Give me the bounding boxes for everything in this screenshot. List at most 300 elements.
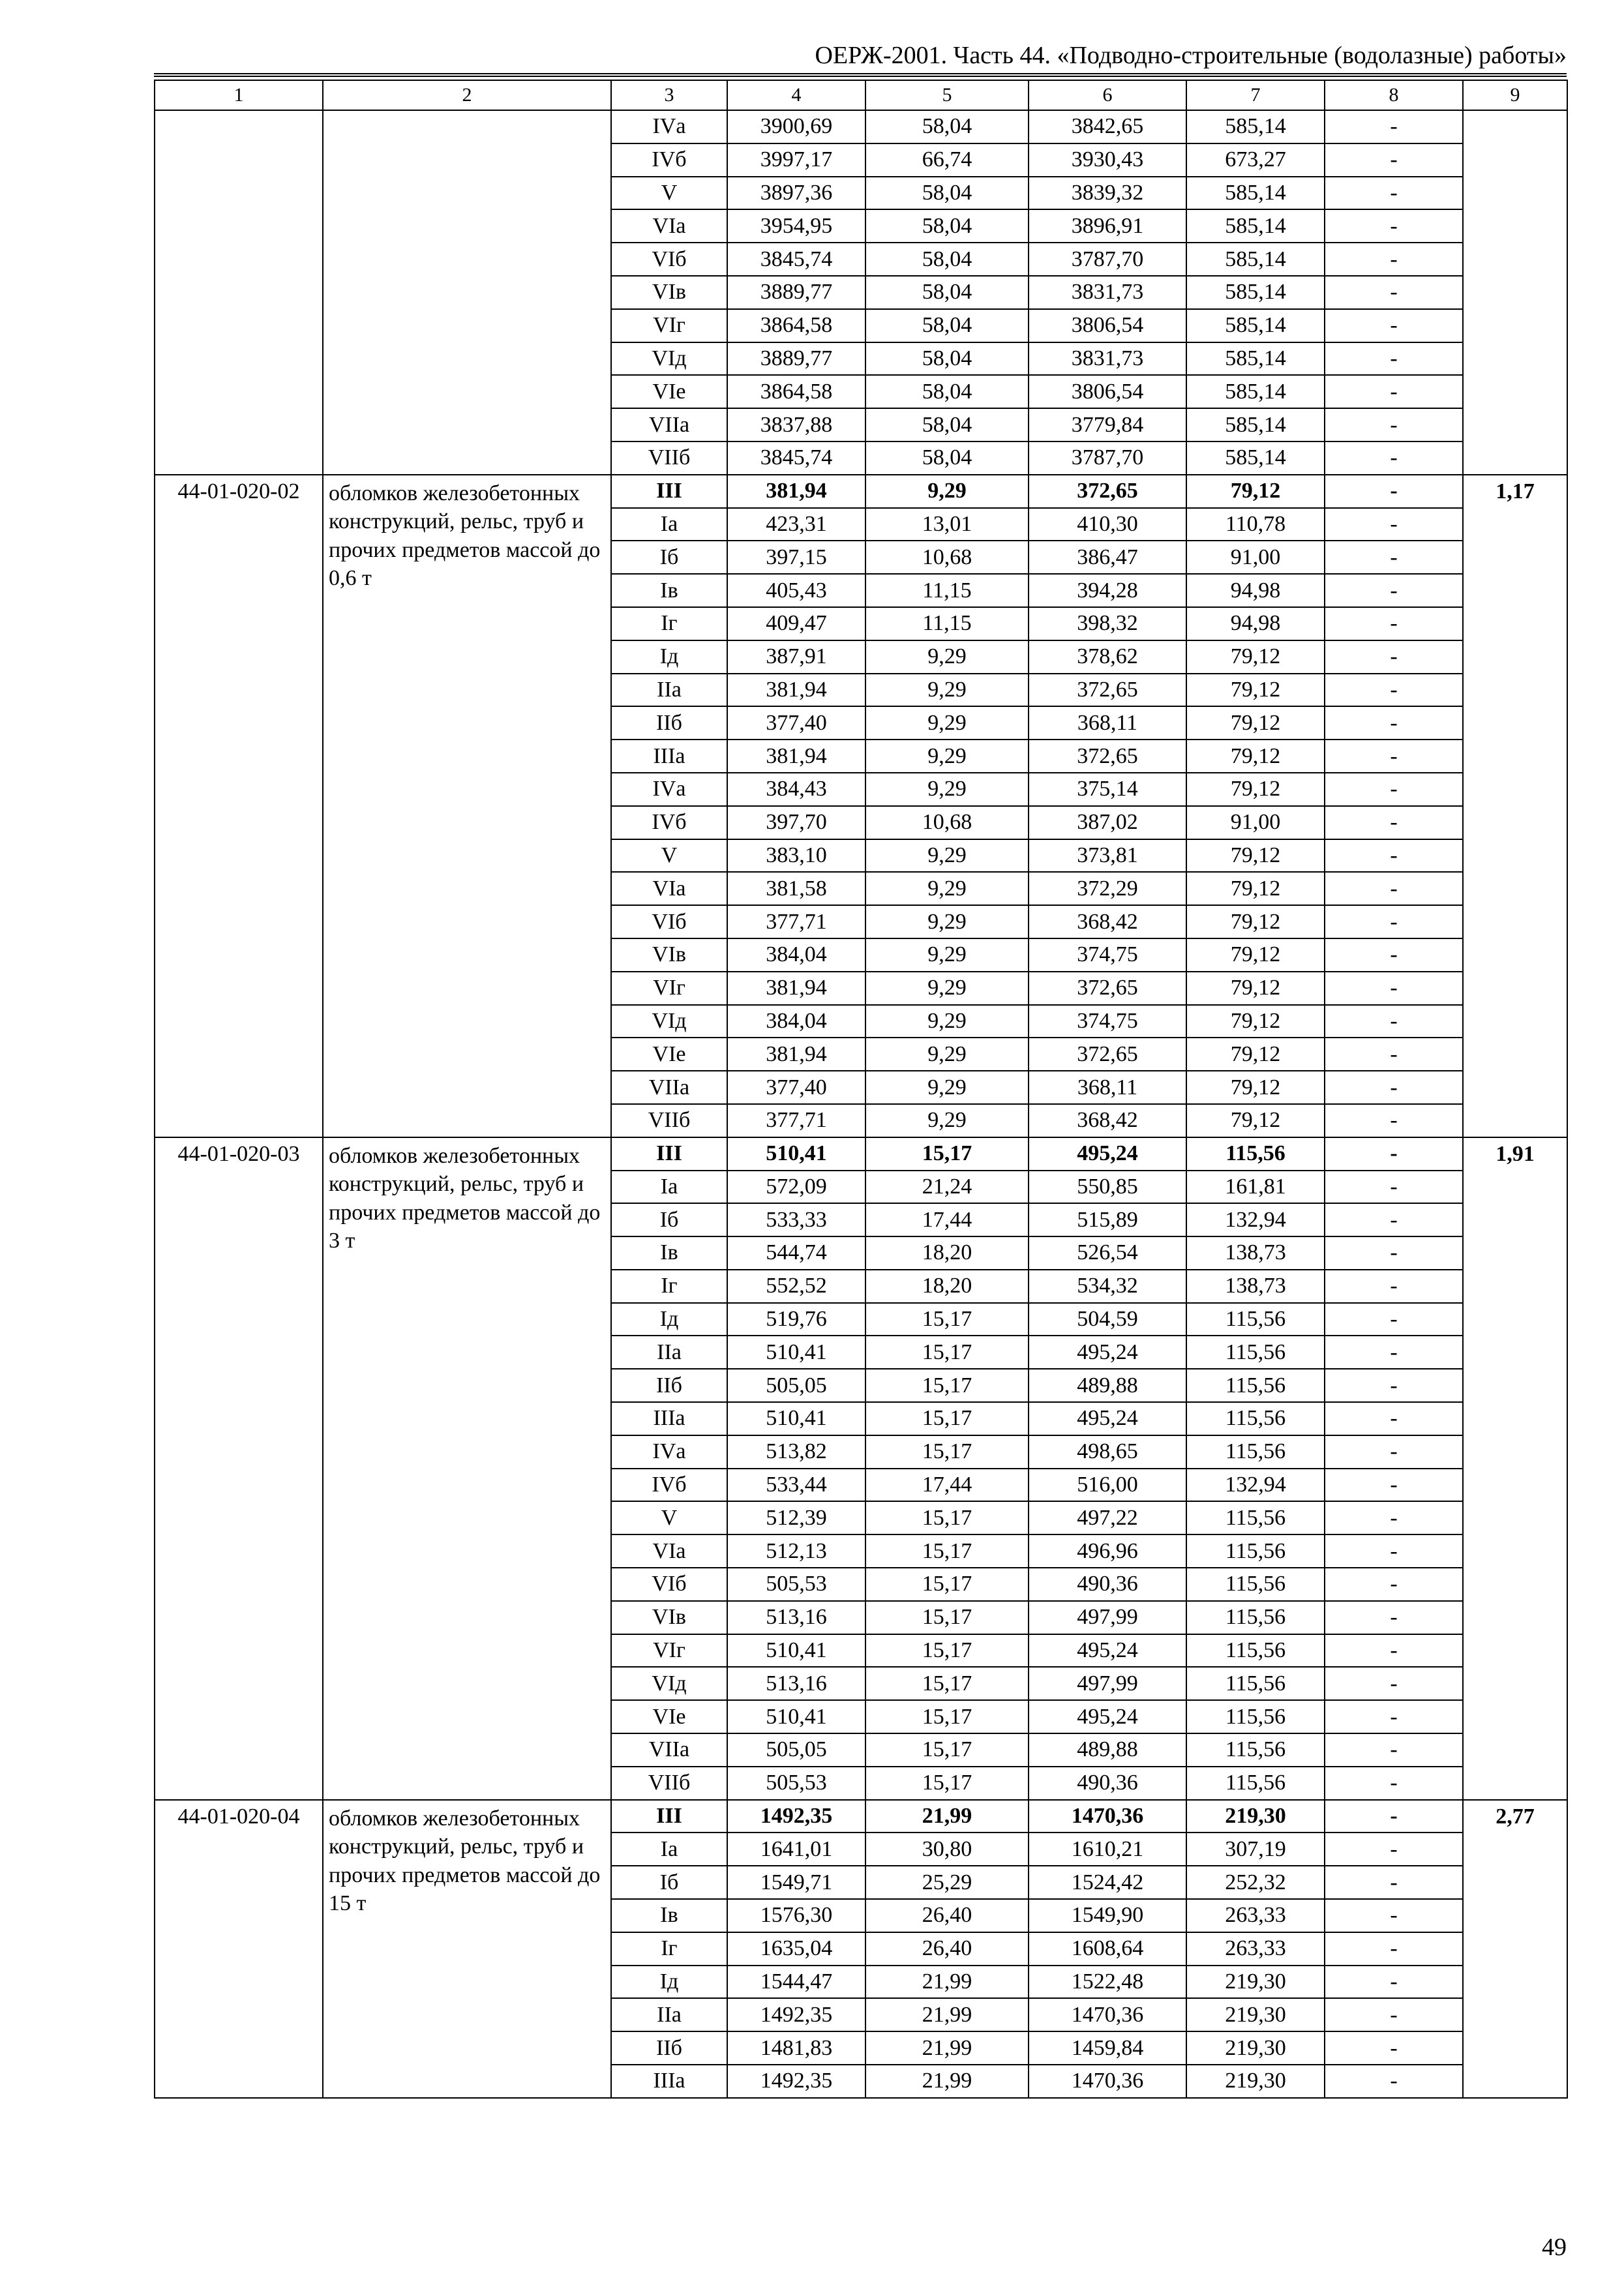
- labor-cost-cell: 21,99: [865, 2065, 1029, 2098]
- zone-cell: Iа: [611, 1833, 727, 1866]
- materials-cell: -: [1325, 1501, 1463, 1534]
- driver-wage-cell: 115,56: [1186, 1369, 1325, 1402]
- zone-cell: IVа: [611, 110, 727, 143]
- machine-cost-cell: 489,88: [1029, 1369, 1186, 1402]
- coefficient-cell: [1463, 110, 1567, 475]
- total-cost-cell: 377,71: [727, 1104, 865, 1137]
- labor-cost-cell: 9,29: [865, 938, 1029, 972]
- machine-cost-cell: 372,65: [1029, 972, 1186, 1005]
- total-cost-cell: 377,40: [727, 1071, 865, 1104]
- work-name-cell: [323, 110, 611, 475]
- materials-cell: -: [1325, 1733, 1463, 1767]
- labor-cost-cell: 9,29: [865, 1005, 1029, 1038]
- driver-wage-cell: 585,14: [1186, 276, 1325, 309]
- driver-wage-cell: 585,14: [1186, 408, 1325, 441]
- page-number: 49: [1542, 2234, 1567, 2261]
- zone-cell: VIа: [611, 872, 727, 905]
- driver-wage-cell: 585,14: [1186, 110, 1325, 143]
- labor-cost-cell: 15,17: [865, 1402, 1029, 1435]
- zone-cell: Iб: [611, 1203, 727, 1236]
- driver-wage-cell: 79,12: [1186, 938, 1325, 972]
- labor-cost-cell: 9,29: [865, 674, 1029, 707]
- labor-cost-cell: 10,68: [865, 806, 1029, 839]
- materials-cell: -: [1325, 1534, 1463, 1568]
- zone-cell: VIб: [611, 243, 727, 276]
- total-cost-cell: 384,04: [727, 938, 865, 972]
- labor-cost-cell: 21,99: [865, 1800, 1029, 1833]
- labor-cost-cell: 9,29: [865, 475, 1029, 508]
- materials-cell: -: [1325, 1667, 1463, 1700]
- machine-cost-cell: 3930,43: [1029, 143, 1186, 177]
- driver-wage-cell: 115,56: [1186, 1700, 1325, 1733]
- total-cost-cell: 3889,77: [727, 342, 865, 376]
- driver-wage-cell: 115,56: [1186, 1733, 1325, 1767]
- total-cost-cell: 512,39: [727, 1501, 865, 1534]
- total-cost-cell: 505,53: [727, 1568, 865, 1601]
- machine-cost-cell: 1608,64: [1029, 1932, 1186, 1966]
- total-cost-cell: 510,41: [727, 1700, 865, 1733]
- machine-cost-cell: 372,65: [1029, 1038, 1186, 1071]
- total-cost-cell: 505,53: [727, 1767, 865, 1800]
- machine-cost-cell: 3806,54: [1029, 375, 1186, 408]
- zone-cell: VIб: [611, 1568, 727, 1601]
- labor-cost-cell: 21,99: [865, 1998, 1029, 2031]
- zone-cell: IVб: [611, 806, 727, 839]
- materials-cell: -: [1325, 1402, 1463, 1435]
- zone-cell: VIв: [611, 1601, 727, 1634]
- materials-cell: -: [1325, 1568, 1463, 1601]
- total-cost-cell: 572,09: [727, 1171, 865, 1204]
- driver-wage-cell: 219,30: [1186, 1800, 1325, 1833]
- total-cost-cell: 3900,69: [727, 110, 865, 143]
- driver-wage-cell: 138,73: [1186, 1270, 1325, 1303]
- machine-cost-cell: 550,85: [1029, 1171, 1186, 1204]
- driver-wage-cell: 79,12: [1186, 1071, 1325, 1104]
- total-cost-cell: 381,94: [727, 674, 865, 707]
- labor-cost-cell: 15,17: [865, 1303, 1029, 1336]
- materials-cell: -: [1325, 209, 1463, 243]
- total-cost-cell: 381,58: [727, 872, 865, 905]
- total-cost-cell: 513,16: [727, 1601, 865, 1634]
- column-number: 2: [323, 80, 611, 110]
- machine-cost-cell: 3787,70: [1029, 243, 1186, 276]
- machine-cost-cell: 490,36: [1029, 1767, 1186, 1800]
- materials-cell: -: [1325, 1137, 1463, 1171]
- materials-cell: -: [1325, 1833, 1463, 1866]
- labor-cost-cell: 21,99: [865, 2031, 1029, 2065]
- zone-cell: VIд: [611, 342, 727, 376]
- labor-cost-cell: 9,29: [865, 740, 1029, 773]
- machine-cost-cell: 387,02: [1029, 806, 1186, 839]
- norm-code-cell: [155, 110, 323, 475]
- materials-cell: -: [1325, 508, 1463, 541]
- machine-cost-cell: 372,29: [1029, 872, 1186, 905]
- zone-cell: Iд: [611, 1966, 727, 1999]
- driver-wage-cell: 110,78: [1186, 508, 1325, 541]
- materials-cell: -: [1325, 1236, 1463, 1270]
- total-cost-cell: 1544,47: [727, 1966, 865, 1999]
- total-cost-cell: 381,94: [727, 1038, 865, 1071]
- column-number: 3: [611, 80, 727, 110]
- total-cost-cell: 3997,17: [727, 143, 865, 177]
- machine-cost-cell: 3806,54: [1029, 309, 1186, 342]
- driver-wage-cell: 115,56: [1186, 1667, 1325, 1700]
- materials-cell: -: [1325, 143, 1463, 177]
- driver-wage-cell: 79,12: [1186, 773, 1325, 806]
- total-cost-cell: 505,05: [727, 1369, 865, 1402]
- materials-cell: -: [1325, 1767, 1463, 1800]
- machine-cost-cell: 1524,42: [1029, 1866, 1186, 1899]
- zone-cell: V: [611, 1501, 727, 1534]
- machine-cost-cell: 3831,73: [1029, 342, 1186, 376]
- coefficient-cell: 2,77: [1463, 1800, 1567, 2098]
- labor-cost-cell: 9,29: [865, 706, 1029, 740]
- zone-cell: VIд: [611, 1005, 727, 1038]
- zone-cell: VIа: [611, 209, 727, 243]
- table-row: [155, 475, 1567, 508]
- column-number: 4: [727, 80, 865, 110]
- driver-wage-cell: 94,98: [1186, 574, 1325, 607]
- zone-cell: VIIа: [611, 408, 727, 441]
- materials-cell: -: [1325, 706, 1463, 740]
- machine-cost-cell: 490,36: [1029, 1568, 1186, 1601]
- zone-cell: Iв: [611, 574, 727, 607]
- machine-cost-cell: 515,89: [1029, 1203, 1186, 1236]
- column-number: 5: [865, 80, 1029, 110]
- materials-cell: -: [1325, 177, 1463, 210]
- labor-cost-cell: 9,29: [865, 1038, 1029, 1071]
- zone-cell: III: [611, 1137, 727, 1171]
- zone-cell: IIа: [611, 1336, 727, 1369]
- labor-cost-cell: 21,99: [865, 1966, 1029, 1999]
- driver-wage-cell: 79,12: [1186, 905, 1325, 938]
- zone-cell: IVа: [611, 773, 727, 806]
- total-cost-cell: 381,94: [727, 475, 865, 508]
- labor-cost-cell: 58,04: [865, 408, 1029, 441]
- driver-wage-cell: 79,12: [1186, 640, 1325, 674]
- labor-cost-cell: 15,17: [865, 1137, 1029, 1171]
- labor-cost-cell: 17,44: [865, 1469, 1029, 1502]
- total-cost-cell: 512,13: [727, 1534, 865, 1568]
- labor-cost-cell: 58,04: [865, 375, 1029, 408]
- table-row: [155, 1137, 1567, 1171]
- labor-cost-cell: 26,40: [865, 1899, 1029, 1932]
- materials-cell: -: [1325, 408, 1463, 441]
- total-cost-cell: 519,76: [727, 1303, 865, 1336]
- total-cost-cell: 533,44: [727, 1469, 865, 1502]
- machine-cost-cell: 1610,21: [1029, 1833, 1186, 1866]
- labor-cost-cell: 21,24: [865, 1171, 1029, 1204]
- zone-cell: VIIа: [611, 1071, 727, 1104]
- labor-cost-cell: 15,17: [865, 1700, 1029, 1733]
- driver-wage-cell: 79,12: [1186, 1104, 1325, 1137]
- machine-cost-cell: 3839,32: [1029, 177, 1186, 210]
- zone-cell: Iб: [611, 541, 727, 574]
- driver-wage-cell: 585,14: [1186, 342, 1325, 376]
- table-row: [155, 1800, 1567, 1833]
- driver-wage-cell: 115,56: [1186, 1767, 1325, 1800]
- driver-wage-cell: 673,27: [1186, 143, 1325, 177]
- labor-cost-cell: 9,29: [865, 839, 1029, 873]
- labor-cost-cell: 9,29: [865, 905, 1029, 938]
- header-rule: [154, 76, 1567, 77]
- total-cost-cell: 3864,58: [727, 375, 865, 408]
- labor-cost-cell: 58,04: [865, 243, 1029, 276]
- driver-wage-cell: 115,56: [1186, 1336, 1325, 1369]
- total-cost-cell: 405,43: [727, 574, 865, 607]
- total-cost-cell: 377,71: [727, 905, 865, 938]
- driver-wage-cell: 91,00: [1186, 541, 1325, 574]
- zone-cell: VIIа: [611, 1733, 727, 1767]
- labor-cost-cell: 9,29: [865, 773, 1029, 806]
- total-cost-cell: 3889,77: [727, 276, 865, 309]
- total-cost-cell: 397,15: [727, 541, 865, 574]
- labor-cost-cell: 15,17: [865, 1336, 1029, 1369]
- materials-cell: -: [1325, 475, 1463, 508]
- norm-code-cell: 44-01-020-02: [155, 475, 323, 1137]
- driver-wage-cell: 79,12: [1186, 872, 1325, 905]
- machine-cost-cell: 372,65: [1029, 740, 1186, 773]
- driver-wage-cell: 585,14: [1186, 375, 1325, 408]
- labor-cost-cell: 58,04: [865, 309, 1029, 342]
- zone-cell: III: [611, 1800, 727, 1833]
- total-cost-cell: 1481,83: [727, 2031, 865, 2065]
- column-number: 9: [1463, 80, 1567, 110]
- zone-cell: Iв: [611, 1236, 727, 1270]
- machine-cost-cell: 378,62: [1029, 640, 1186, 674]
- total-cost-cell: 1549,71: [727, 1866, 865, 1899]
- materials-cell: -: [1325, 1435, 1463, 1469]
- machine-cost-cell: 1470,36: [1029, 1800, 1186, 1833]
- materials-cell: -: [1325, 1932, 1463, 1966]
- machine-cost-cell: 394,28: [1029, 574, 1186, 607]
- driver-wage-cell: 307,19: [1186, 1833, 1325, 1866]
- zone-cell: Iб: [611, 1866, 727, 1899]
- materials-cell: -: [1325, 806, 1463, 839]
- zone-cell: IIа: [611, 674, 727, 707]
- zone-cell: IIб: [611, 2031, 727, 2065]
- machine-cost-cell: 1522,48: [1029, 1966, 1186, 1999]
- driver-wage-cell: 115,56: [1186, 1303, 1325, 1336]
- driver-wage-cell: 132,94: [1186, 1469, 1325, 1502]
- machine-cost-cell: 495,24: [1029, 1402, 1186, 1435]
- zone-cell: Iа: [611, 1171, 727, 1204]
- total-cost-cell: 381,94: [727, 740, 865, 773]
- labor-cost-cell: 66,74: [865, 143, 1029, 177]
- total-cost-cell: 513,16: [727, 1667, 865, 1700]
- machine-cost-cell: 374,75: [1029, 1005, 1186, 1038]
- machine-cost-cell: 368,11: [1029, 1071, 1186, 1104]
- labor-cost-cell: 11,15: [865, 607, 1029, 640]
- zone-cell: IIIа: [611, 740, 727, 773]
- total-cost-cell: 3845,74: [727, 441, 865, 475]
- machine-cost-cell: 3787,70: [1029, 441, 1186, 475]
- driver-wage-cell: 585,14: [1186, 177, 1325, 210]
- materials-cell: -: [1325, 1998, 1463, 2031]
- driver-wage-cell: 132,94: [1186, 1203, 1325, 1236]
- zone-cell: Iг: [611, 607, 727, 640]
- machine-cost-cell: 495,24: [1029, 1137, 1186, 1171]
- materials-cell: -: [1325, 309, 1463, 342]
- materials-cell: -: [1325, 2065, 1463, 2098]
- machine-cost-cell: 496,96: [1029, 1534, 1186, 1568]
- driver-wage-cell: 115,56: [1186, 1534, 1325, 1568]
- table-row: [155, 110, 1567, 143]
- materials-cell: -: [1325, 541, 1463, 574]
- machine-cost-cell: 495,24: [1029, 1700, 1186, 1733]
- labor-cost-cell: 9,29: [865, 972, 1029, 1005]
- total-cost-cell: 533,33: [727, 1203, 865, 1236]
- machine-cost-cell: 498,65: [1029, 1435, 1186, 1469]
- zone-cell: III: [611, 475, 727, 508]
- machine-cost-cell: 375,14: [1029, 773, 1186, 806]
- materials-cell: -: [1325, 1038, 1463, 1071]
- total-cost-cell: 423,31: [727, 508, 865, 541]
- materials-cell: -: [1325, 1601, 1463, 1634]
- machine-cost-cell: 3896,91: [1029, 209, 1186, 243]
- zone-cell: Iг: [611, 1932, 727, 1966]
- materials-cell: -: [1325, 740, 1463, 773]
- labor-cost-cell: 15,17: [865, 1667, 1029, 1700]
- materials-cell: -: [1325, 872, 1463, 905]
- zone-cell: VIIб: [611, 1767, 727, 1800]
- work-name-cell: обломков железобетонных конструкций, рельс, труб и прочих предметов массой до 3 т: [323, 1137, 611, 1800]
- materials-cell: -: [1325, 110, 1463, 143]
- norm-code-cell: 44-01-020-04: [155, 1800, 323, 2098]
- labor-cost-cell: 9,29: [865, 640, 1029, 674]
- machine-cost-cell: 497,22: [1029, 1501, 1186, 1534]
- machine-cost-cell: 373,81: [1029, 839, 1186, 873]
- labor-cost-cell: 18,20: [865, 1270, 1029, 1303]
- total-cost-cell: 1492,35: [727, 2065, 865, 2098]
- driver-wage-cell: 79,12: [1186, 1005, 1325, 1038]
- machine-cost-cell: 368,42: [1029, 1104, 1186, 1137]
- materials-cell: -: [1325, 1104, 1463, 1137]
- labor-cost-cell: 9,29: [865, 1104, 1029, 1137]
- zone-cell: VIб: [611, 905, 727, 938]
- labor-cost-cell: 58,04: [865, 441, 1029, 475]
- driver-wage-cell: 91,00: [1186, 806, 1325, 839]
- labor-cost-cell: 15,17: [865, 1435, 1029, 1469]
- total-cost-cell: 387,91: [727, 640, 865, 674]
- labor-cost-cell: 13,01: [865, 508, 1029, 541]
- materials-cell: -: [1325, 1899, 1463, 1932]
- zone-cell: VIе: [611, 1700, 727, 1733]
- labor-cost-cell: 58,04: [865, 342, 1029, 376]
- driver-wage-cell: 115,56: [1186, 1402, 1325, 1435]
- machine-cost-cell: 3831,73: [1029, 276, 1186, 309]
- zone-cell: VIд: [611, 1667, 727, 1700]
- machine-cost-cell: 3779,84: [1029, 408, 1186, 441]
- materials-cell: -: [1325, 441, 1463, 475]
- materials-cell: -: [1325, 1800, 1463, 1833]
- zone-cell: Iд: [611, 640, 727, 674]
- coefficient-cell: 1,17: [1463, 475, 1567, 1137]
- materials-cell: -: [1325, 1966, 1463, 1999]
- driver-wage-cell: 115,56: [1186, 1501, 1325, 1534]
- materials-cell: -: [1325, 2031, 1463, 2065]
- materials-cell: -: [1325, 1866, 1463, 1899]
- driver-wage-cell: 79,12: [1186, 706, 1325, 740]
- driver-wage-cell: 115,56: [1186, 1601, 1325, 1634]
- materials-cell: -: [1325, 839, 1463, 873]
- labor-cost-cell: 30,80: [865, 1833, 1029, 1866]
- driver-wage-cell: 263,33: [1186, 1932, 1325, 1966]
- total-cost-cell: 409,47: [727, 607, 865, 640]
- total-cost-cell: 1492,35: [727, 1800, 865, 1833]
- materials-cell: -: [1325, 1469, 1463, 1502]
- machine-cost-cell: 374,75: [1029, 938, 1186, 972]
- total-cost-cell: 510,41: [727, 1137, 865, 1171]
- labor-cost-cell: 18,20: [865, 1236, 1029, 1270]
- materials-cell: -: [1325, 1634, 1463, 1668]
- total-cost-cell: 510,41: [727, 1336, 865, 1369]
- zone-cell: IVа: [611, 1435, 727, 1469]
- machine-cost-cell: 3842,65: [1029, 110, 1186, 143]
- labor-cost-cell: 17,44: [865, 1203, 1029, 1236]
- labor-cost-cell: 15,17: [865, 1534, 1029, 1568]
- materials-cell: -: [1325, 972, 1463, 1005]
- materials-cell: -: [1325, 1005, 1463, 1038]
- driver-wage-cell: 115,56: [1186, 1634, 1325, 1668]
- zone-cell: IVб: [611, 1469, 727, 1502]
- machine-cost-cell: 368,11: [1029, 706, 1186, 740]
- materials-cell: -: [1325, 1203, 1463, 1236]
- table-body: [155, 80, 1567, 2098]
- driver-wage-cell: 115,56: [1186, 1435, 1325, 1469]
- total-cost-cell: 1576,30: [727, 1899, 865, 1932]
- machine-cost-cell: 1549,90: [1029, 1899, 1186, 1932]
- machine-cost-cell: 1470,36: [1029, 1998, 1186, 2031]
- labor-cost-cell: 25,29: [865, 1866, 1029, 1899]
- driver-wage-cell: 79,12: [1186, 475, 1325, 508]
- total-cost-cell: 1635,04: [727, 1932, 865, 1966]
- zone-cell: VIг: [611, 1634, 727, 1668]
- total-cost-cell: 505,05: [727, 1733, 865, 1767]
- zone-cell: V: [611, 177, 727, 210]
- materials-cell: -: [1325, 1303, 1463, 1336]
- total-cost-cell: 552,52: [727, 1270, 865, 1303]
- materials-cell: -: [1325, 574, 1463, 607]
- total-cost-cell: 3837,88: [727, 408, 865, 441]
- total-cost-cell: 381,94: [727, 972, 865, 1005]
- machine-cost-cell: 398,32: [1029, 607, 1186, 640]
- labor-cost-cell: 11,15: [865, 574, 1029, 607]
- total-cost-cell: 397,70: [727, 806, 865, 839]
- labor-cost-cell: 15,17: [865, 1568, 1029, 1601]
- materials-cell: -: [1325, 607, 1463, 640]
- driver-wage-cell: 94,98: [1186, 607, 1325, 640]
- zone-cell: VIIб: [611, 1104, 727, 1137]
- driver-wage-cell: 263,33: [1186, 1899, 1325, 1932]
- zone-cell: IIб: [611, 706, 727, 740]
- norm-code-cell: 44-01-020-03: [155, 1137, 323, 1800]
- machine-cost-cell: 516,00: [1029, 1469, 1186, 1502]
- labor-cost-cell: 26,40: [865, 1932, 1029, 1966]
- labor-cost-cell: 10,68: [865, 541, 1029, 574]
- zone-cell: IVб: [611, 143, 727, 177]
- machine-cost-cell: 504,59: [1029, 1303, 1186, 1336]
- materials-cell: -: [1325, 276, 1463, 309]
- zone-cell: VIг: [611, 309, 727, 342]
- page-header: ОЕРЖ-2001. Часть 44. «Подводно-строительные (водолазные) работы»: [154, 38, 1567, 74]
- zone-cell: IIIа: [611, 1402, 727, 1435]
- total-cost-cell: 3845,74: [727, 243, 865, 276]
- driver-wage-cell: 585,14: [1186, 309, 1325, 342]
- materials-cell: -: [1325, 1171, 1463, 1204]
- column-number: 7: [1186, 80, 1325, 110]
- total-cost-cell: 384,43: [727, 773, 865, 806]
